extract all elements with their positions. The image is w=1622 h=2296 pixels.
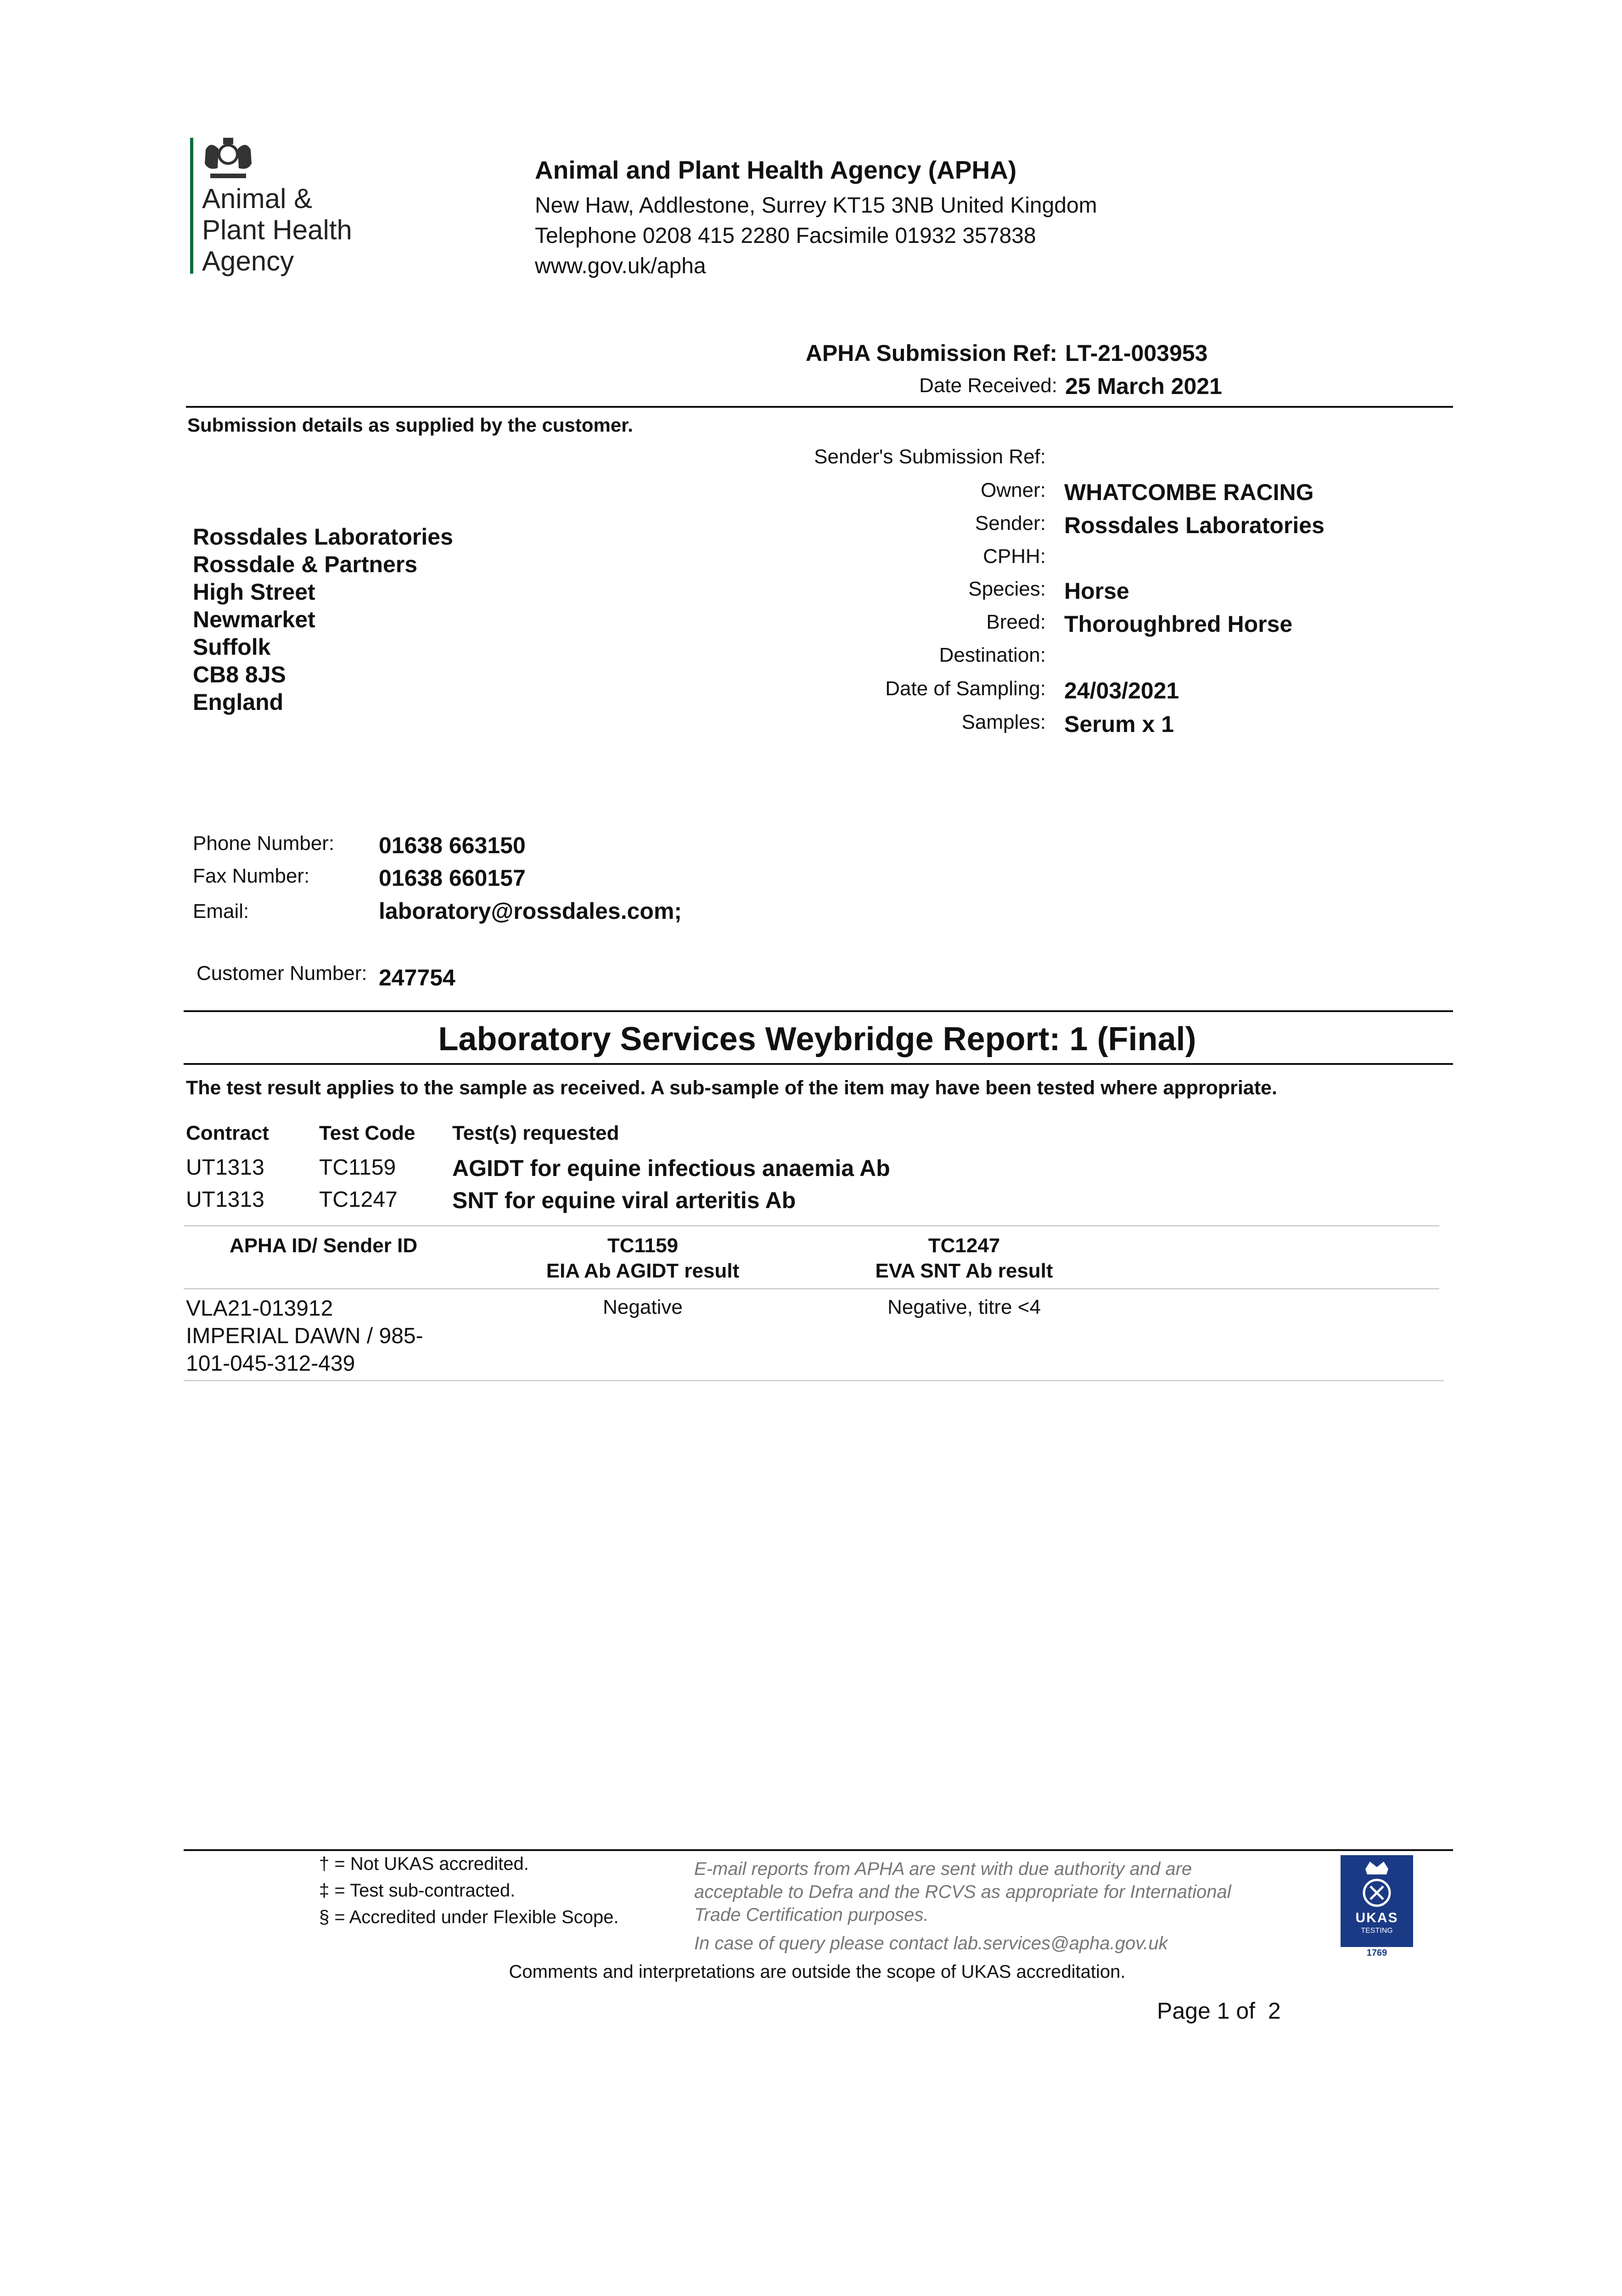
detail-label-destination: Destination: xyxy=(939,644,1046,666)
footer-comments: Comments and interpretations are outside the scope of UKAS accreditation. xyxy=(509,1962,1126,1982)
results-header-col1-code: TC1159 xyxy=(607,1234,679,1257)
royal-crest-icon xyxy=(201,136,255,182)
tests-header-contract: Contract xyxy=(186,1122,269,1144)
results-rule-top xyxy=(184,1225,1439,1227)
detail-label-owner: Owner: xyxy=(981,479,1046,501)
ukas-logo xyxy=(1341,1855,1413,1947)
test-row-name: SNT for equine viral arteritis Ab xyxy=(452,1187,796,1213)
test-row-contract: UT1313 xyxy=(186,1187,264,1212)
detail-value-samples: Serum x 1 xyxy=(1064,711,1174,737)
address-line: High Street xyxy=(193,579,315,605)
phone-label: Phone Number: xyxy=(193,832,335,855)
results-header-col2-name: EVA SNT Ab result xyxy=(875,1260,1053,1282)
detail-value-date-sampling: 24/03/2021 xyxy=(1064,678,1179,703)
customer-number-label: Customer Number: xyxy=(196,962,367,985)
footer-legend-line: † = Not UKAS accredited. xyxy=(319,1854,529,1874)
submission-section-heading: Submission details as supplied by the customer. xyxy=(187,414,633,436)
detail-label-sender: Sender: xyxy=(975,512,1046,535)
fax-value: 01638 660157 xyxy=(379,865,526,891)
agency-website: www.gov.uk/apha xyxy=(535,254,706,278)
header-rule xyxy=(186,406,1453,408)
submission-ref-value: LT-21-003953 xyxy=(1065,340,1208,366)
footer-rule xyxy=(184,1849,1453,1851)
tests-header-code: Test Code xyxy=(319,1122,415,1144)
fax-label: Fax Number: xyxy=(193,865,310,887)
results-rule-middle xyxy=(184,1288,1439,1289)
logo-text-line-3: Agency xyxy=(202,246,294,276)
detail-value-breed: Thoroughbred Horse xyxy=(1064,611,1293,637)
address-line: England xyxy=(193,689,284,715)
ukas-number: 1769 xyxy=(1366,1948,1387,1958)
footer-legend-line: § = Accredited under Flexible Scope. xyxy=(319,1907,619,1927)
detail-value-species: Horse xyxy=(1064,578,1129,604)
ukas-crown-icon xyxy=(1341,1855,1413,1910)
test-row-name: AGIDT for equine infectious anaemia Ab xyxy=(452,1155,890,1181)
result-id-line: VLA21-013912 xyxy=(186,1296,333,1321)
phone-value: 01638 663150 xyxy=(379,833,526,858)
customer-number-value: 247754 xyxy=(379,965,455,990)
detail-label-date-sampling: Date of Sampling: xyxy=(885,677,1046,700)
footer-query-note: In case of query please contact lab.services@apha.gov.uk xyxy=(694,1933,1168,1953)
address-line: Newmarket xyxy=(193,607,315,632)
address-line: Suffolk xyxy=(193,634,271,660)
test-row-code: TC1159 xyxy=(319,1155,396,1180)
report-rule-top xyxy=(184,1010,1453,1012)
footer-legend-line: ‡ = Test sub-contracted. xyxy=(319,1880,516,1901)
results-header-col2-code: TC1247 xyxy=(928,1234,1000,1257)
result-id-line: 101-045-312-439 xyxy=(186,1351,355,1376)
tests-header-requested: Test(s) requested xyxy=(452,1122,619,1144)
address-line: Rossdale & Partners xyxy=(193,551,418,577)
result-eva: Negative, titre <4 xyxy=(887,1296,1041,1318)
ukas-text: UKAS xyxy=(1355,1910,1398,1925)
report-rule-bottom xyxy=(184,1063,1453,1065)
logo-bar xyxy=(190,138,193,274)
date-received-label: Date Received: xyxy=(919,374,1057,397)
detail-label-breed: Breed: xyxy=(986,611,1046,633)
logo-text-line-2: Plant Health xyxy=(202,214,352,245)
logo-text-line-1: Animal & xyxy=(202,183,313,214)
agency-address: New Haw, Addlestone, Surrey KT15 3NB United Kingdom xyxy=(535,193,1097,218)
ukas-sub: TESTING xyxy=(1361,1927,1393,1935)
address-line: CB8 8JS xyxy=(193,662,286,687)
report-note: The test result applies to the sample as received. A sub-sample of the item may have been tested where appropriate. xyxy=(186,1077,1277,1099)
email-label: Email: xyxy=(193,900,249,923)
date-received-value: 25 March 2021 xyxy=(1065,373,1222,399)
results-header-id: APHA ID/ Sender ID xyxy=(230,1234,418,1257)
detail-label-cphh: CPHH: xyxy=(983,545,1046,568)
detail-value-owner: WHATCOMBE RACING xyxy=(1064,479,1314,505)
footer-email-note-line: acceptable to Defra and the RCVS as appropriate for International xyxy=(694,1882,1231,1902)
result-eia: Negative xyxy=(603,1296,683,1318)
result-id-line: IMPERIAL DAWN / 985- xyxy=(186,1324,423,1348)
detail-value-sender: Rossdales Laboratories xyxy=(1064,512,1325,538)
address-line: Rossdales Laboratories xyxy=(193,524,453,550)
agency-telephone: Telephone 0208 415 2280 Facsimile 01932 357838 xyxy=(535,224,1036,248)
footer-email-note-line: Trade Certification purposes. xyxy=(694,1905,929,1925)
page-number: Page 1 of 2 xyxy=(1157,1998,1281,2024)
test-row-code: TC1247 xyxy=(319,1187,398,1212)
report-title: Laboratory Services Weybridge Report: 1 (Final) xyxy=(438,1021,1196,1058)
detail-label-species: Species: xyxy=(968,578,1046,600)
detail-label-sender-ref: Sender's Submission Ref: xyxy=(814,445,1046,468)
test-row-contract: UT1313 xyxy=(186,1155,264,1180)
email-value: laboratory@rossdales.com; xyxy=(379,898,682,924)
footer-email-note-line: E-mail reports from APHA are sent with due authority and are xyxy=(694,1859,1192,1879)
agency-title: Animal and Plant Health Agency (APHA) xyxy=(535,156,1017,184)
submission-ref-label: APHA Submission Ref: xyxy=(805,340,1057,366)
results-rule-bottom xyxy=(184,1380,1444,1381)
results-header-col1-name: EIA Ab AGIDT result xyxy=(546,1260,740,1282)
detail-label-samples: Samples: xyxy=(961,711,1046,733)
